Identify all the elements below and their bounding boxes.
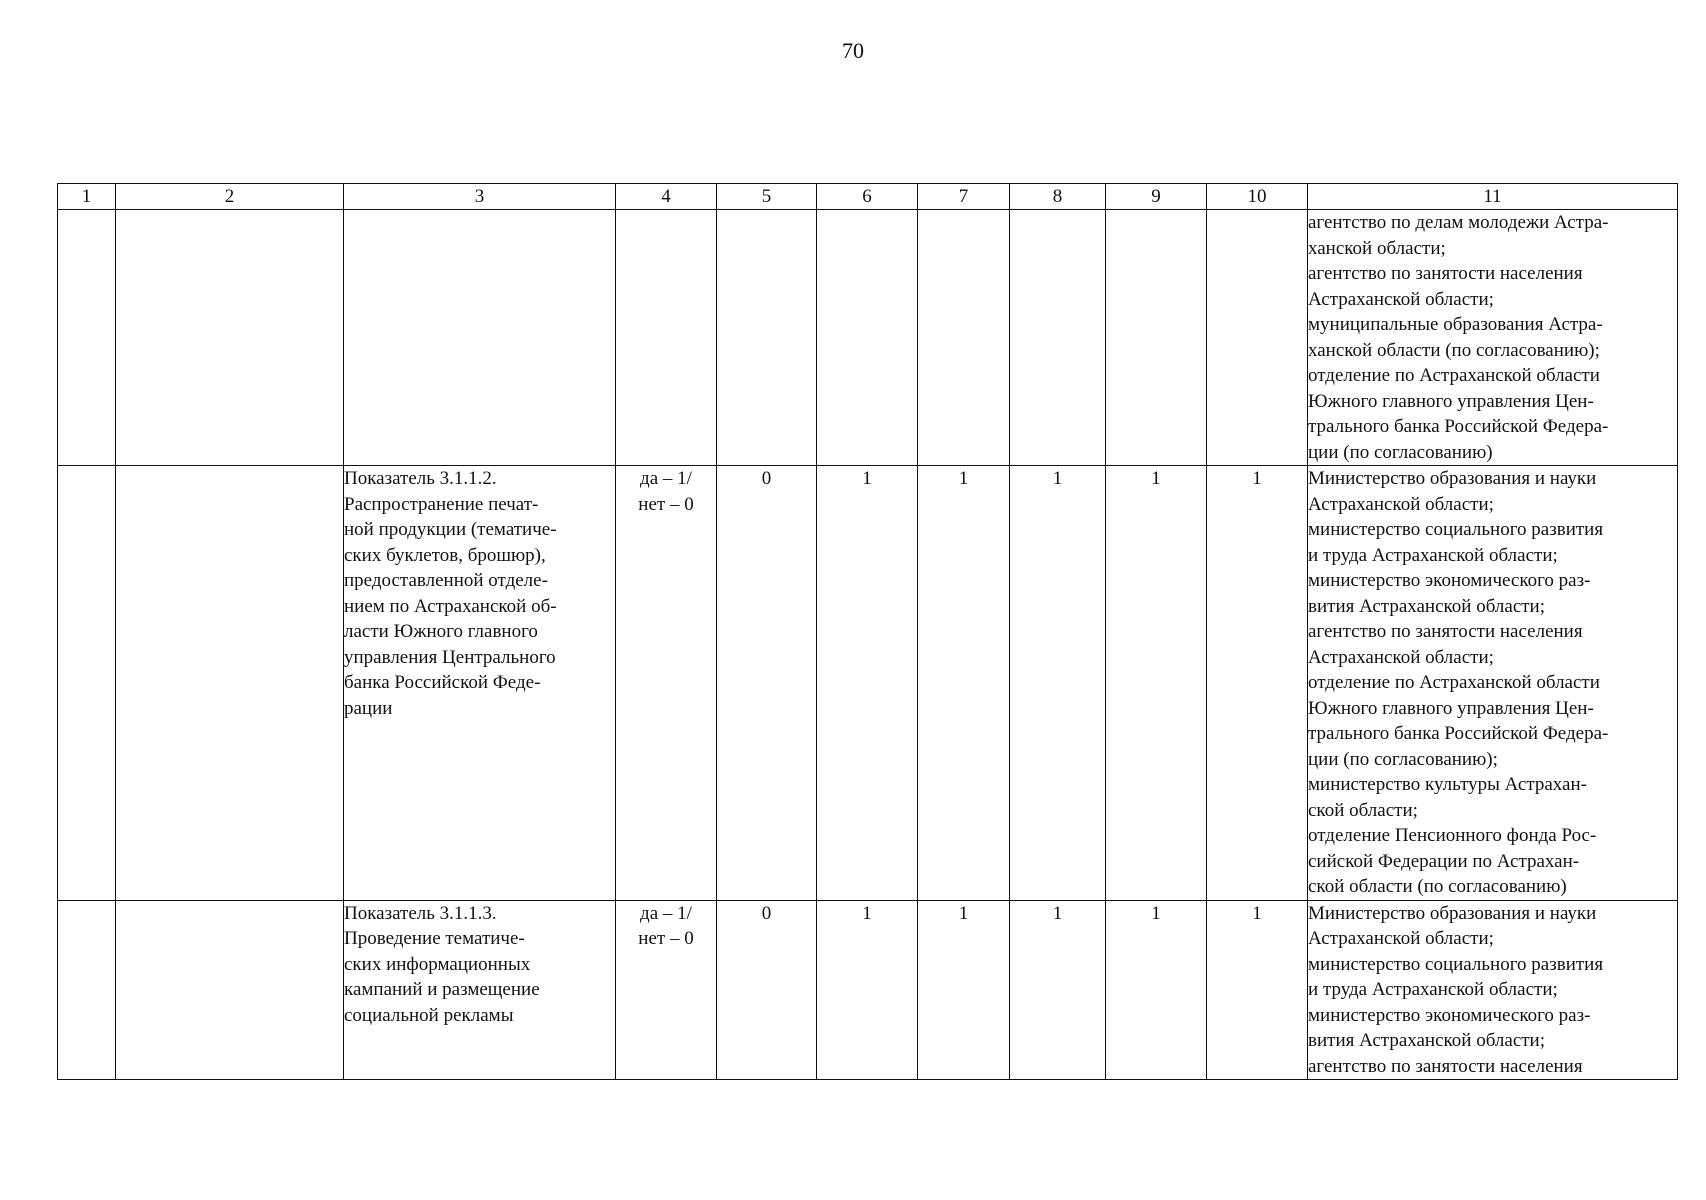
text-line: и труда Астраханской области;	[1308, 979, 1558, 1000]
text-line: отделение по Астраханской области	[1308, 365, 1600, 386]
header-row	[58, 184, 1678, 210]
text-line: муниципальные образования Астра-	[1308, 314, 1603, 335]
cell-value	[717, 210, 817, 466]
text-line: ханской области;	[1308, 237, 1446, 259]
text-line: ции (по согласованию);	[1308, 748, 1498, 770]
column-header: 11	[1308, 184, 1678, 210]
cell-unit	[616, 210, 717, 466]
cell-col2	[116, 900, 344, 1080]
text-line: Астраханской области;	[1308, 288, 1494, 310]
text-line: рации	[344, 697, 393, 719]
column-header: 8	[1010, 184, 1106, 210]
text-line: отделение по Астраханской области	[1308, 672, 1600, 693]
text-line: трального банка Российской Федера-	[1308, 723, 1609, 744]
cell-indicator	[344, 210, 616, 466]
text-line: вития Астраханской области;	[1308, 1030, 1546, 1051]
column-header: 7	[918, 184, 1010, 210]
cell-value: 1	[1010, 900, 1106, 1080]
cell-value	[1207, 210, 1308, 466]
cell-value: 1	[1207, 466, 1308, 901]
text-line: министерство экономического раз-	[1308, 1004, 1591, 1026]
text-line: Южного главного управления Цен-	[1308, 390, 1594, 412]
indicators-table	[57, 183, 1678, 1080]
text-line: ханской области (по согласованию);	[1308, 339, 1600, 361]
text-line: министерство культуры Астрахан-	[1308, 774, 1587, 795]
cell-indicator	[344, 900, 616, 1080]
text-line: Министерство образования и науки	[1308, 902, 1597, 924]
text-line: сийской Федерации по Астрахан-	[1308, 850, 1580, 872]
text-line: ских буклетов, брошюр),	[344, 544, 546, 566]
text-line: управления Центрального	[344, 646, 556, 668]
text-line: Астраханской области;	[1308, 928, 1494, 949]
text-line: ной продукции (тематиче-	[344, 519, 557, 540]
cell-unit	[616, 900, 717, 1080]
text-line: и труда Астраханской области;	[1308, 544, 1558, 566]
column-header: 5	[717, 184, 817, 210]
text-line: агентство по занятости населения	[1308, 263, 1583, 284]
text-line: министерство социального развития	[1308, 519, 1604, 540]
text-line: да – 1/	[640, 468, 692, 489]
cell-value	[918, 210, 1010, 466]
text-line: нет – 0	[638, 493, 694, 515]
cell-value	[1010, 210, 1106, 466]
cell-responsible	[1308, 466, 1678, 901]
text-line: Распространение печат-	[344, 493, 539, 515]
text-line: министерство социального развития	[1308, 953, 1604, 975]
column-header: 1	[58, 184, 116, 210]
text-line: нет – 0	[638, 928, 694, 949]
text-line: Проведение тематиче-	[344, 928, 525, 949]
text-line: агентство по занятости населения	[1308, 1055, 1583, 1077]
cell-col2	[116, 210, 344, 466]
text-line: социальной рекламы	[344, 1004, 514, 1026]
cell-col1	[58, 210, 116, 466]
text-line: Показатель 3.1.1.2.	[344, 468, 497, 489]
text-line: ской области;	[1308, 799, 1418, 821]
cell-responsible	[1308, 900, 1678, 1080]
text-line: вития Астраханской области;	[1308, 595, 1546, 617]
cell-value: 1	[1106, 466, 1207, 901]
cell-value: 1	[1106, 900, 1207, 1080]
text-line: трального банка Российской Федера-	[1308, 416, 1609, 437]
cell-unit	[616, 466, 717, 901]
cell-value: 1	[817, 900, 918, 1080]
cell-value: 1	[1010, 466, 1106, 901]
column-header: 4	[616, 184, 717, 210]
text-line: Показатель 3.1.1.3.	[344, 902, 497, 924]
text-line: отделение Пенсионного фонда Рос-	[1308, 825, 1597, 846]
text-line: Министерство образования и науки	[1308, 468, 1597, 489]
table-row	[58, 466, 1678, 901]
cell-value: 1	[918, 466, 1010, 901]
cell-value: 0	[717, 466, 817, 901]
text-line: предоставленной отделе-	[344, 570, 548, 591]
cell-indicator	[344, 466, 616, 901]
text-line: ции (по согласованию)	[1308, 441, 1493, 463]
text-line: агентство по делам молодежи Астра-	[1308, 212, 1609, 233]
table-row	[58, 210, 1678, 466]
text-line: ласти Южного главного	[344, 621, 538, 642]
column-header: 9	[1106, 184, 1207, 210]
cell-value: 1	[1207, 900, 1308, 1080]
column-header: 10	[1207, 184, 1308, 210]
cell-value: 0	[717, 900, 817, 1080]
text-line: да – 1/	[640, 902, 692, 924]
cell-col2	[116, 466, 344, 901]
text-line: нием по Астраханской об-	[344, 595, 557, 617]
text-line: министерство экономического раз-	[1308, 570, 1591, 591]
text-line: ских информационных	[344, 953, 531, 975]
column-header: 2	[116, 184, 344, 210]
text-line: Астраханской области;	[1308, 493, 1494, 515]
page-number: 70	[842, 38, 864, 63]
cell-responsible	[1308, 210, 1678, 466]
cell-col1	[58, 466, 116, 901]
column-header: 6	[817, 184, 918, 210]
cell-col1	[58, 900, 116, 1080]
text-line: кампаний и размещение	[344, 979, 540, 1000]
cell-value: 1	[918, 900, 1010, 1080]
cell-value	[1106, 210, 1207, 466]
text-line: агентство по занятости населения	[1308, 621, 1583, 642]
text-line: банка Российской Феде-	[344, 672, 541, 693]
table-row	[58, 900, 1678, 1080]
text-line: Южного главного управления Цен-	[1308, 697, 1594, 719]
cell-value	[817, 210, 918, 466]
text-line: Астраханской области;	[1308, 646, 1494, 668]
text-line: ской области (по согласованию)	[1308, 876, 1567, 897]
column-header: 3	[344, 184, 616, 210]
cell-value: 1	[817, 466, 918, 901]
